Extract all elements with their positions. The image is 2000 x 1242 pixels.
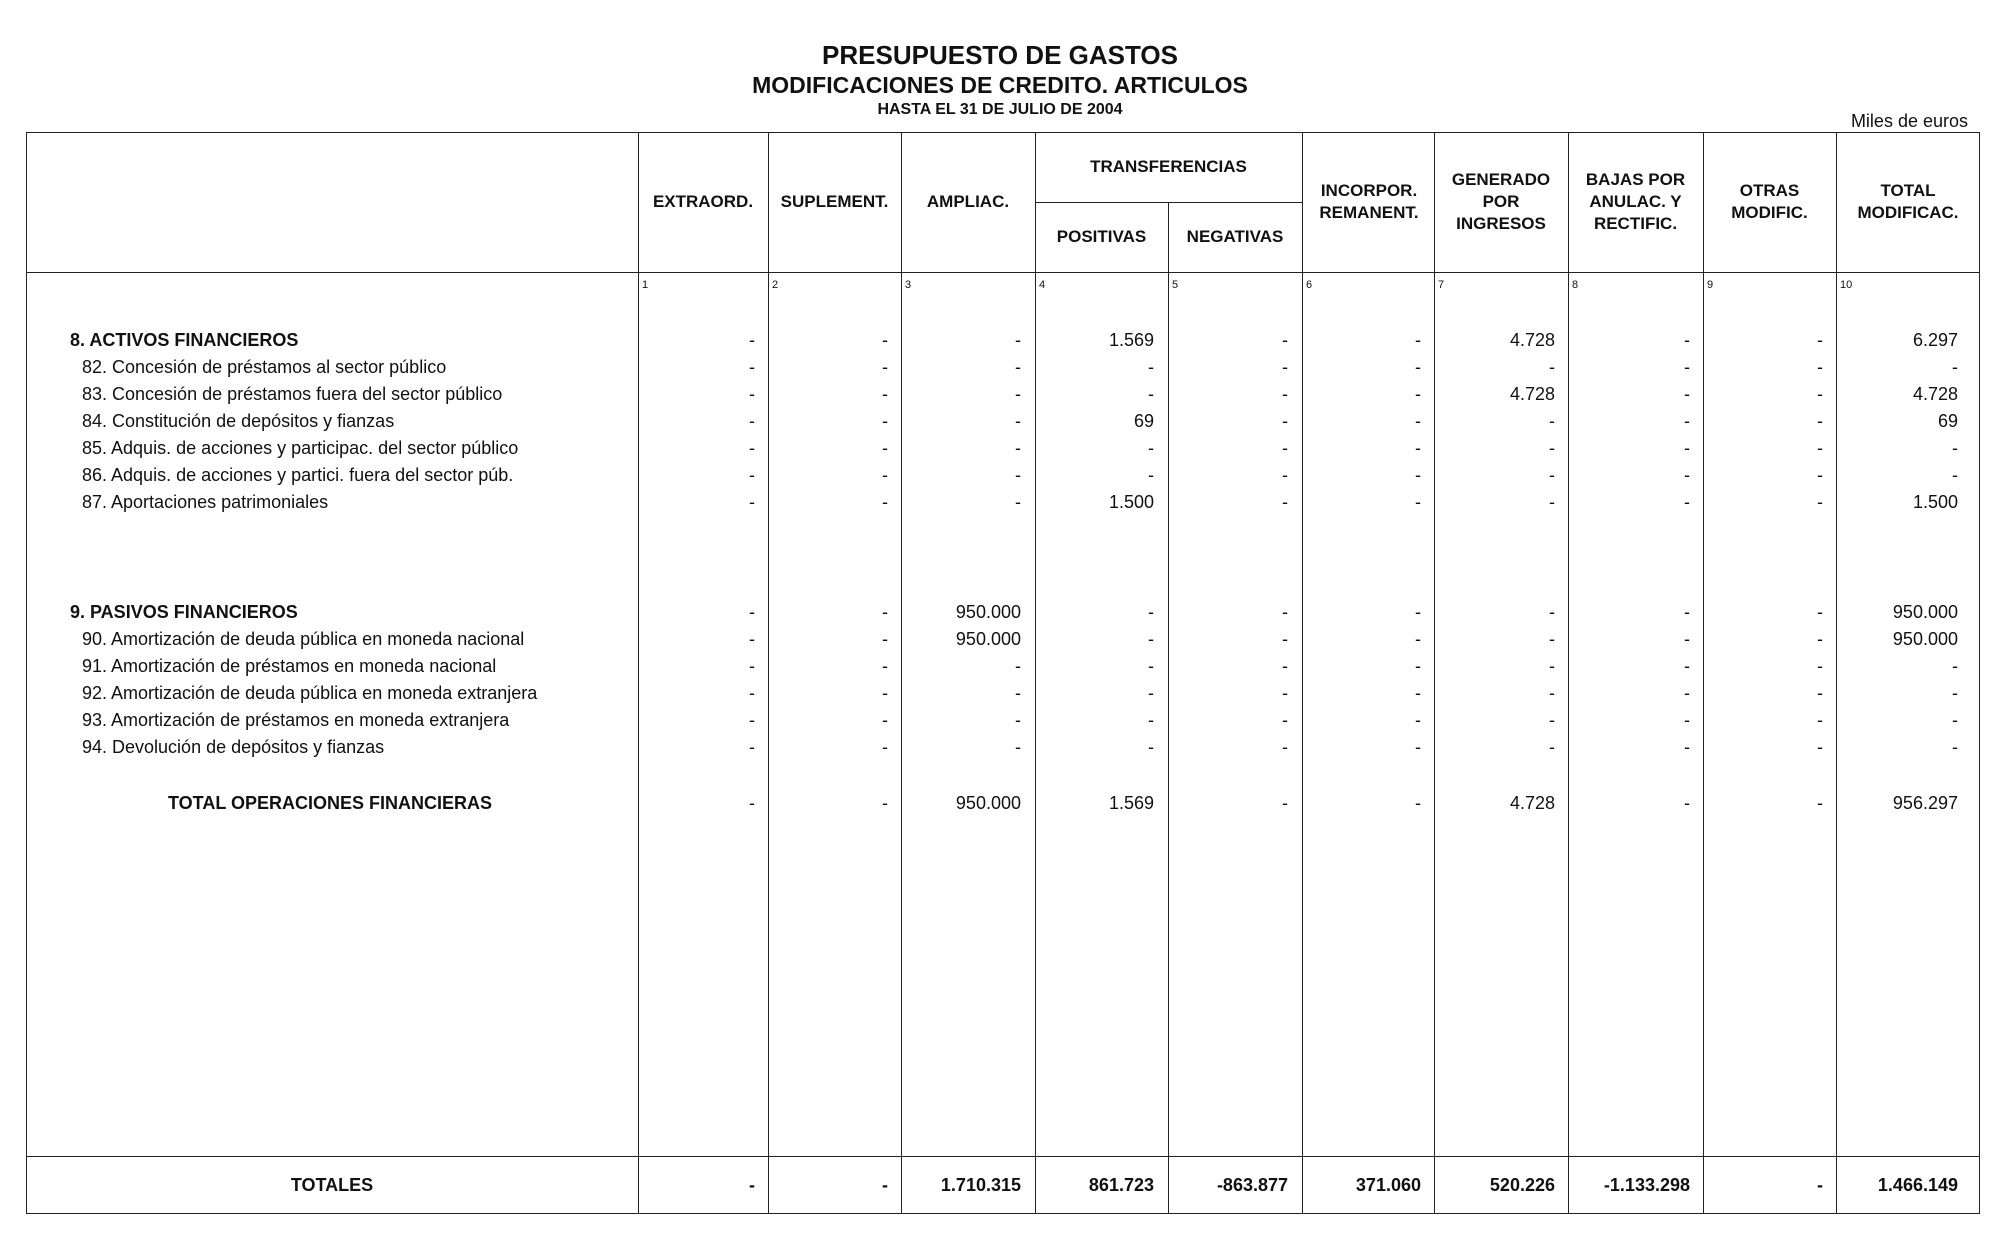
table-cell: -: [1015, 357, 1021, 377]
col-rule: [768, 132, 769, 1214]
table-cell: 1.569: [1108, 793, 1154, 813]
table-cell: 950.000: [955, 629, 1021, 649]
table-cell: 1.500: [1108, 492, 1154, 512]
header-generado: GENERADO POR INGRESOS: [1451, 170, 1551, 233]
table-cell: -: [1015, 737, 1021, 757]
table-cell: 4.728: [1509, 330, 1555, 350]
table-cell: 4.728: [1509, 384, 1555, 404]
table-cell: 950.000: [955, 602, 1021, 622]
table-cell: -: [882, 793, 888, 813]
table-cell: -: [749, 656, 755, 676]
column-number: 10: [1840, 279, 1853, 291]
table-cell: -: [1684, 411, 1690, 431]
table-cell: -: [882, 602, 888, 622]
table-cell: -: [1015, 492, 1021, 512]
table-cell: -: [882, 411, 888, 431]
table-cell: -: [749, 411, 755, 431]
row-label: TOTAL OPERACIONES FINANCIERAS: [168, 793, 493, 813]
table-cell: -: [1817, 438, 1823, 458]
table-cell: 4.728: [1509, 793, 1555, 813]
table-cell: -: [1817, 656, 1823, 676]
table-cell: -: [1549, 737, 1555, 757]
table-cell: -: [1817, 357, 1823, 377]
header-bottom-rule: [26, 272, 1980, 273]
table-cell: -: [1282, 793, 1288, 813]
table-cell: -: [1817, 465, 1823, 485]
table-cell: -: [1015, 330, 1021, 350]
column-number: 4: [1039, 279, 1046, 291]
table-cell: -: [749, 602, 755, 622]
table-cell: -: [1282, 330, 1288, 350]
table-cell: -: [882, 737, 888, 757]
col-rule: [1035, 132, 1036, 1214]
table-cell: -: [1415, 793, 1421, 813]
table-cell: -: [1148, 629, 1154, 649]
subtitle: MODIFICACIONES DE CREDITO. ARTICULOS: [752, 72, 1248, 98]
table-cell: -: [1817, 683, 1823, 703]
row-label: 93. Amortización de préstamos en moneda extranjera: [82, 710, 510, 730]
table-cell: -: [1952, 710, 1958, 730]
table-cell: -: [1415, 357, 1421, 377]
table-cell: -: [1148, 656, 1154, 676]
table-cell: -: [1282, 683, 1288, 703]
table-cell: -: [1684, 602, 1690, 622]
totals-cell: 371.060: [1355, 1175, 1421, 1195]
title: PRESUPUESTO DE GASTOS: [822, 40, 1178, 70]
row-label: 82. Concesión de préstamos al sector público: [82, 357, 447, 377]
table-cell: -: [749, 438, 755, 458]
table-cell: -: [1952, 465, 1958, 485]
header-incorpor: INCORPOR. REMANENT.: [1319, 181, 1419, 222]
table-cell: 956.297: [1892, 793, 1958, 813]
totals-cell: -: [749, 1175, 755, 1195]
column-number: 2: [772, 279, 779, 291]
table-cell: -: [749, 330, 755, 350]
table-cell: 4.728: [1912, 384, 1958, 404]
col-rule: [638, 132, 639, 1214]
row-label: 85. Adquis. de acciones y participac. del sector público: [82, 438, 519, 458]
table-cell: -: [1549, 357, 1555, 377]
table-cell: 1.500: [1912, 492, 1958, 512]
table-cell: -: [1415, 602, 1421, 622]
table-cell: 950.000: [1892, 629, 1958, 649]
table-cell: -: [1817, 629, 1823, 649]
table-cell: -: [882, 492, 888, 512]
column-number: 6: [1306, 279, 1313, 291]
row-label: 87. Aportaciones patrimoniales: [82, 492, 329, 512]
table-cell: -: [749, 384, 755, 404]
table-cell: -: [882, 384, 888, 404]
table-cell: -: [1684, 438, 1690, 458]
table-cell: -: [1415, 411, 1421, 431]
table-cell: -: [1549, 602, 1555, 622]
header-suplement: SUPLEMENT.: [780, 192, 889, 211]
table-cell: -: [1015, 438, 1021, 458]
column-number: 1: [642, 279, 649, 291]
table-cell: 950.000: [1892, 602, 1958, 622]
table-cell: -: [1282, 357, 1288, 377]
table-cell: -: [1148, 602, 1154, 622]
table-cell: 6.297: [1912, 330, 1958, 350]
column-number: 5: [1172, 279, 1179, 291]
table-cell: -: [1148, 683, 1154, 703]
totals-top-rule: [26, 1156, 1980, 1157]
table-cell: -: [749, 465, 755, 485]
table-cell: -: [1282, 492, 1288, 512]
table-cell: -: [1684, 384, 1690, 404]
totals-label: TOTALES: [290, 1175, 374, 1195]
table-cell: -: [749, 683, 755, 703]
table-cell: -: [1549, 629, 1555, 649]
table-cell: -: [1415, 656, 1421, 676]
column-number: 8: [1572, 279, 1579, 291]
header-bajas: BAJAS POR ANULAC. Y RECTIFIC.: [1585, 170, 1686, 233]
table-cell: -: [1282, 737, 1288, 757]
header-otras: OTRAS MODIFIC.: [1731, 181, 1808, 222]
table-cell: -: [1684, 710, 1690, 730]
table-cell: -: [749, 710, 755, 730]
col-rule: [1703, 132, 1704, 1214]
table-cell: -: [1684, 629, 1690, 649]
table-cell: -: [1952, 656, 1958, 676]
table-cell: -: [1952, 737, 1958, 757]
col-rule: [1434, 132, 1435, 1214]
table-cell: -: [1415, 492, 1421, 512]
totals-cell: -863.877: [1216, 1175, 1288, 1195]
table-cell: -: [1549, 411, 1555, 431]
totals-cell: -1.133.298: [1603, 1175, 1690, 1195]
table-cell: -: [1015, 465, 1021, 485]
col-rule: [1568, 132, 1569, 1214]
table-cell: -: [1817, 492, 1823, 512]
row-label: 8. ACTIVOS FINANCIEROS: [70, 330, 299, 350]
header-total: TOTAL MODIFICAC.: [1857, 181, 1959, 222]
table-cell: -: [1282, 465, 1288, 485]
totals-cell: 520.226: [1489, 1175, 1555, 1195]
table-cell: -: [882, 683, 888, 703]
col-rule: [1168, 202, 1169, 1214]
row-label: 91. Amortización de préstamos en moneda nacional: [82, 656, 497, 676]
table-cell: -: [1415, 384, 1421, 404]
table-cell: -: [1415, 465, 1421, 485]
table-cell: -: [882, 656, 888, 676]
table-cell: -: [1549, 465, 1555, 485]
table-cell: -: [1148, 357, 1154, 377]
totals-cell: -: [882, 1175, 888, 1195]
table-cell: -: [1684, 465, 1690, 485]
table-cell: -: [1282, 602, 1288, 622]
table-cell: -: [749, 357, 755, 377]
table-cell: -: [882, 438, 888, 458]
column-number: 9: [1707, 279, 1714, 291]
table-cell: -: [1549, 683, 1555, 703]
table-cell: -: [1415, 710, 1421, 730]
table-cell: -: [1282, 710, 1288, 730]
period: HASTA EL 31 DE JULIO DE 2004: [877, 101, 1123, 118]
table-cell: -: [1684, 357, 1690, 377]
row-label: 84. Constitución de depósitos y fianzas: [82, 411, 395, 431]
table-cell: -: [1549, 656, 1555, 676]
row-label: 90. Amortización de deuda pública en moneda nacional: [82, 629, 525, 649]
table-cell: -: [1015, 384, 1021, 404]
table-cell: -: [749, 793, 755, 813]
table-cell: -: [1015, 683, 1021, 703]
totals-cell: 1.466.149: [1877, 1175, 1958, 1195]
header-positivas: POSITIVAS: [1056, 227, 1147, 246]
table-cell: -: [1282, 629, 1288, 649]
header-transferencias: TRANSFERENCIAS: [1090, 157, 1247, 176]
table-cell: -: [1817, 330, 1823, 350]
header-negativas: NEGATIVAS: [1186, 227, 1284, 246]
table-cell: -: [1415, 330, 1421, 350]
table-cell: -: [1684, 492, 1690, 512]
table-cell: -: [1684, 737, 1690, 757]
table-cell: -: [1817, 384, 1823, 404]
totals-cell: -: [1817, 1175, 1823, 1195]
table-cell: -: [1415, 737, 1421, 757]
table-cell: -: [1952, 438, 1958, 458]
table-cell: -: [1282, 656, 1288, 676]
header-ampliac: AMPLIAC.: [926, 192, 1010, 211]
table-cell: -: [1952, 683, 1958, 703]
table-cell: -: [1817, 737, 1823, 757]
row-label: 9. PASIVOS FINANCIEROS: [70, 602, 298, 622]
table-cell: 69: [1937, 411, 1958, 431]
table-cell: -: [1684, 793, 1690, 813]
table-cell: -: [1817, 411, 1823, 431]
table-cell: -: [1148, 737, 1154, 757]
row-label: 94. Devolución de depósitos y fianzas: [82, 737, 385, 757]
table-cell: -: [882, 330, 888, 350]
table-cell: -: [1148, 438, 1154, 458]
table-cell: -: [1415, 438, 1421, 458]
table-cell: -: [1684, 656, 1690, 676]
col-rule: [1836, 132, 1837, 1214]
table-cell: -: [1549, 438, 1555, 458]
table-cell: -: [1282, 438, 1288, 458]
row-label: 83. Concesión de préstamos fuera del sector público: [82, 384, 503, 404]
column-number: 3: [905, 279, 912, 291]
table-cell: -: [1148, 384, 1154, 404]
table-cell: -: [1282, 411, 1288, 431]
header-extraord: EXTRAORD.: [652, 192, 754, 211]
table-cell: -: [1952, 357, 1958, 377]
table-cell: -: [749, 629, 755, 649]
table-cell: 69: [1133, 411, 1154, 431]
table-cell: -: [1817, 602, 1823, 622]
table-cell: -: [1415, 683, 1421, 703]
table-cell: -: [882, 465, 888, 485]
table-cell: -: [1817, 710, 1823, 730]
units-label: Miles de euros: [1850, 111, 1968, 131]
col-rule: [901, 132, 902, 1214]
row-label: 86. Adquis. de acciones y partici. fuera del sector púb.: [82, 465, 514, 485]
table-cell: -: [1148, 710, 1154, 730]
row-label: 92. Amortización de deuda pública en moneda extranjera: [82, 683, 538, 703]
table-cell: -: [1148, 465, 1154, 485]
totals-cell: 861.723: [1088, 1175, 1154, 1195]
table-cell: 1.569: [1108, 330, 1154, 350]
totals-cell: 1.710.315: [940, 1175, 1021, 1195]
table-cell: -: [1684, 330, 1690, 350]
table-cell: -: [1015, 411, 1021, 431]
col-rule: [1302, 132, 1303, 1214]
table-cell: -: [749, 737, 755, 757]
table-cell: -: [1015, 656, 1021, 676]
table-cell: -: [1549, 710, 1555, 730]
table-cell: -: [1549, 492, 1555, 512]
table-cell: -: [1684, 683, 1690, 703]
table-cell: -: [1282, 384, 1288, 404]
table-cell: -: [749, 492, 755, 512]
column-number: 7: [1438, 279, 1445, 291]
table-cell: -: [1817, 793, 1823, 813]
table-cell: -: [882, 357, 888, 377]
table-cell: -: [882, 710, 888, 730]
table-cell: -: [1015, 710, 1021, 730]
table-cell: -: [882, 629, 888, 649]
table-cell: 950.000: [955, 793, 1021, 813]
table-cell: -: [1415, 629, 1421, 649]
